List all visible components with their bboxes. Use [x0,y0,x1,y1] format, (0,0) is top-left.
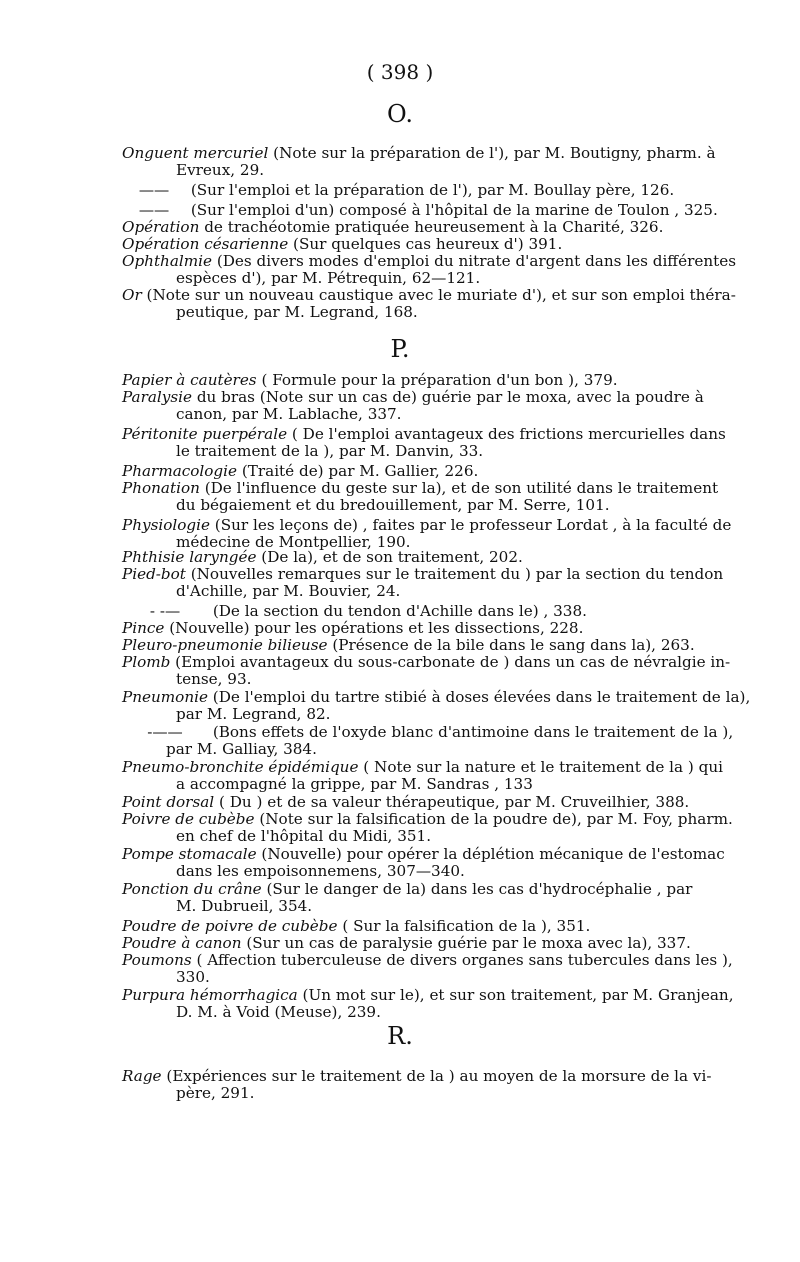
entry-continuation: canon, par M. Lablache, 337. [176,405,402,423]
entry-continuation: tense, 93. [176,670,252,688]
entry-continuation: d'Achille, par M. Bouvier, 24. [176,582,401,600]
entry-title: Plomb [122,653,171,671]
entry-continuation: par M. Galliay, 384. [166,740,317,758]
index-entry [122,1067,712,1102]
entry-text: (Sur un cas de paralysie guérie par le moxa avec la), 337. [246,934,691,952]
entry-text: (Sur l'emploi d'un) composé à l'hôpital de la marine de Toulon , 325. [190,201,718,219]
index-entry [122,758,724,793]
index-entry [122,549,682,566]
entry-title: Papier à cautères [122,371,257,389]
index-entry [122,372,682,389]
entry-continuation: par M. Legrand, 82. [176,705,331,723]
entry-title: Ponction du crâne [122,880,262,898]
entry-title: Péritonite puerpérale [122,425,288,443]
index-entry [122,144,716,179]
index-entry [122,425,726,460]
entry-title: Physiologie [122,516,210,534]
entry-continuation: dans les empoisonnemens, 307—340. [176,862,465,880]
index-entry [122,388,704,423]
entry-title: Poumons [122,951,192,969]
entry-continuation: espèces d'), par M. Pétrequin, 62—121. [176,269,481,287]
entry-continuation: du bégaiement et du bredouillement, par M. Serre, 101. [176,496,610,514]
index-entry [122,463,682,480]
entry-text: (Nouvelle) pour opérer la déplétion mécanique de l'estomac [261,845,725,863]
entry-text: (Bons effets de l'oxyde blanc d'antimoine dans le traitement de la ), [212,723,734,741]
entry-title: Pneumo-bronchite épidémique [122,758,359,776]
index-entry [122,219,682,236]
entry-text: (Traité de) par M. Gallier, 226. [241,462,479,480]
entry-text: ( Affection tuberculeuse de divers organes sans tubercules dans les ), [196,951,733,969]
index-entry [122,880,693,915]
entry-title: Onguent mercuriel [122,144,269,162]
index-entry [122,810,733,845]
entry-text: (De la), et de son traitement, 202. [261,548,523,566]
index-entry [122,951,733,986]
entry-text: de trachéotomie pratiquée heureusement à la Charité, 326. [204,218,664,236]
entry-continuation: le traitement de la ), par M. Danvin, 33. [176,442,484,460]
index-entry [122,986,734,1021]
ditto-dash: - -— [149,602,181,620]
entry-text: ( Du ) et de sa valeur thérapeutique, par M. Cruveilhier, 388. [218,793,690,811]
entry-text: (Note sur un nouveau caustique avec le muriate d'), et sur son emploi théra- [146,286,736,304]
index-entry [122,603,682,620]
entry-text: (De l'influence du geste sur la), et de son utilité dans le traitement [204,479,719,497]
entry-text: ( Note sur la nature et le traitement de la ) qui [363,758,724,776]
entry-text: ( Sur la falsification de la ), 351. [342,917,591,935]
entry-title: Opération [122,218,200,236]
ditto-dash: —— [138,181,170,199]
index-entry [122,252,736,287]
entry-title: Poudre à canon [122,934,242,952]
index-entry [122,934,691,952]
entry-text: (Note sur la préparation de l'), par M. Boutigny, pharm. à [273,144,716,162]
entry-text: (De l'emploi du tartre stibié à doses élevées dans le traitement de la), [212,688,751,706]
index-entry [122,565,724,600]
index-entry [122,620,682,637]
entry-title: Opération césarienne [122,235,289,253]
entry-title: Ophthalmie [122,252,212,270]
entry-title: Or [122,286,142,304]
entry-title: Pied-bot [122,565,186,583]
index-entry [122,636,695,654]
entry-continuation: père, 291. [176,1084,255,1102]
index-entry [122,516,732,551]
index-entry [122,182,682,199]
entry-text: (Sur quelques cas heureux d') 391. [293,235,563,253]
entry-title: Phthisie laryngée [122,548,257,566]
entry-title: Pharmacologie [122,462,237,480]
entry-title: Point dorsal [122,793,215,811]
section-letter: O. [387,100,413,128]
index-entry [122,688,751,723]
section-letter: R. [387,1022,413,1050]
section-letter: P. [390,335,410,363]
index-entry [122,723,734,758]
entry-text: (Emploi avantageux du sous-carbonate de ) dans un cas de névralgie in- [175,653,731,671]
entry-continuation: peutique, par M. Legrand, 168. [176,303,418,321]
entry-title: Phonation [122,479,200,497]
index-entry [122,653,731,688]
index-entry [122,236,682,253]
entry-text: (Des divers modes d'emploi du nitrate d'argent dans les différentes [216,252,736,270]
entry-text: (Sur l'emploi et la préparation de l'), par M. Boullay père, 126. [190,181,675,199]
page-number: ( 398 ) [366,60,434,84]
entry-title: Pneumonie [122,688,208,706]
entry-title: Poudre de poivre de cubèbe [122,917,338,935]
entry-title: Pleuro-pneumonie bilieuse [122,636,328,654]
entry-title: Rage [122,1067,162,1085]
entry-text: (Note sur la falsification de la poudre de), par M. Foy, pharm. [259,810,733,828]
entry-continuation: a accompagné la grippe, par M. Sandras , 133 [176,775,533,793]
entry-title: Paralysie [122,388,192,406]
entry-continuation: médecine de Montpellier, 190. [176,533,411,551]
index-entry [122,918,682,935]
entry-continuation: Evreux, 29. [176,161,265,179]
entry-text: (De la section du tendon d'Achille dans le) , 338. [212,602,587,620]
entry-text: ( Formule pour la préparation d'un bon ), 379. [261,371,618,389]
entry-continuation: D. M. à Void (Meuse), 239. [176,1003,381,1021]
entry-text: (Présence de la bile dans le sang dans la), 263. [332,636,695,654]
index-entry [122,479,719,514]
entry-title: Pompe stomacale [122,845,257,863]
entry-continuation: en chef de l'hôpital du Midi, 351. [176,827,432,845]
entry-text: (Un mot sur le), et sur son traitement, par M. Granjean, [302,986,734,1004]
entry-title: Pince [122,619,165,637]
entry-text: (Sur les leçons de) , faites par le professeur Lordat , à la faculté de [214,516,732,534]
entry-text: (Sur le danger de la) dans les cas d'hydrocéphalie , par [266,880,693,898]
entry-text: du bras (Note sur un cas de) guérie par le moxa, avec la poudre à [196,388,704,406]
entry-text: ( De l'emploi avantageux des frictions mercurielles dans [291,425,726,443]
entry-continuation: 330. [176,968,210,986]
entry-text: (Nouvelle) pour les opérations et les dissections, 228. [169,619,584,637]
index-entry [122,793,690,811]
index-entry [122,286,736,321]
entry-text: (Nouvelles remarques sur le traitement du ) par la section du tendon [190,565,724,583]
index-entry [122,845,725,880]
entry-title: Purpura hémorrhagica [122,986,298,1004]
ditto-dash: -—— [147,723,183,741]
entry-text: (Expériences sur le traitement de la ) au moyen de la morsure de la vi- [166,1067,712,1085]
ditto-dash: —— [138,201,170,219]
entry-continuation: M. Dubrueil, 354. [176,897,313,915]
entry-title: Poivre de cubèbe [122,810,255,828]
index-entry [122,201,718,219]
